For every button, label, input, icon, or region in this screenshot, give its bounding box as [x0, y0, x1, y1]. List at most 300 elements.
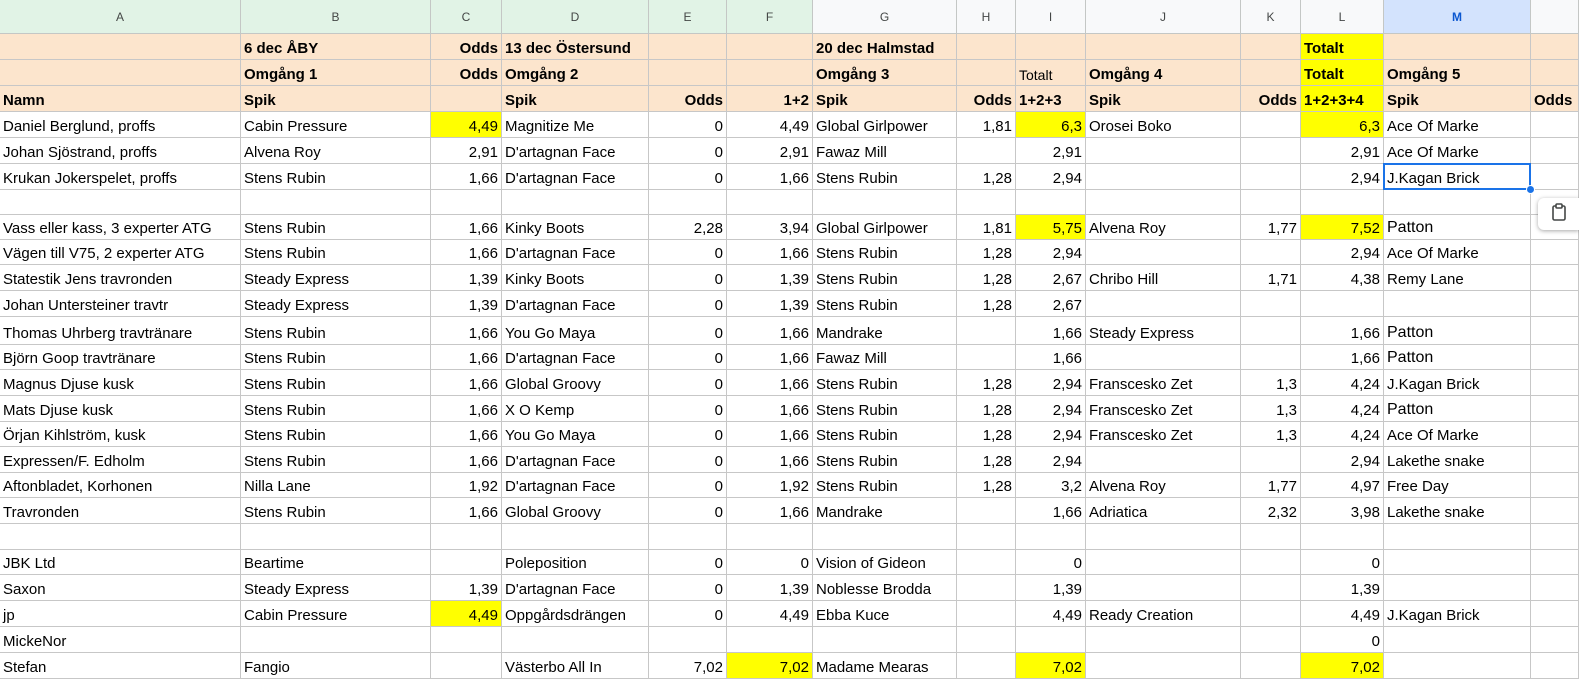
cell-a15[interactable]: Mats Djuse kusk [0, 396, 241, 422]
cell-d12[interactable]: You Go Maya [502, 317, 649, 345]
cell-k1[interactable] [1241, 34, 1301, 60]
cell-k24[interactable] [1241, 627, 1301, 653]
cell-d22[interactable]: D'artagnan Face [502, 575, 649, 601]
cell-h11[interactable]: 1,28 [957, 291, 1016, 317]
cell-15[interactable] [1531, 396, 1579, 422]
cell-k22[interactable] [1241, 575, 1301, 601]
cell-i14[interactable]: 2,94 [1016, 370, 1086, 396]
cell-a18[interactable]: Aftonbladet, Korhonen [0, 473, 241, 498]
cell-c17[interactable]: 1,66 [431, 447, 502, 473]
cell-g10[interactable]: Stens Rubin [813, 265, 957, 291]
cell-a21[interactable]: JBK Ltd [0, 550, 241, 575]
cell-i9[interactable]: 2,94 [1016, 240, 1086, 265]
cell-l17[interactable]: 2,94 [1301, 447, 1384, 473]
cell-2[interactable] [1531, 60, 1579, 86]
cell-h6[interactable]: 1,28 [957, 164, 1016, 190]
cell-i2[interactable]: Totalt [1016, 60, 1086, 86]
cell-j23[interactable]: Ready Creation [1086, 601, 1241, 627]
cell-k13[interactable] [1241, 345, 1301, 370]
cell-g1[interactable]: 20 dec Halmstad [813, 34, 957, 60]
cell-g19[interactable]: Mandrake [813, 498, 957, 524]
cell-c13[interactable]: 1,66 [431, 345, 502, 370]
cell-k5[interactable] [1241, 138, 1301, 164]
cell-h15[interactable]: 1,28 [957, 396, 1016, 422]
cell-j3[interactable]: Spik [1086, 86, 1241, 112]
cell-d20[interactable] [502, 524, 649, 550]
cell-i20[interactable] [1016, 524, 1086, 550]
cell-k7[interactable] [1241, 190, 1301, 215]
cell-a22[interactable]: Saxon [0, 575, 241, 601]
cell-l24[interactable]: 0 [1301, 627, 1384, 653]
cell-m13[interactable]: Patton [1384, 345, 1531, 370]
cell-c23[interactable]: 4,49 [431, 601, 502, 627]
cell-e10[interactable]: 0 [649, 265, 727, 291]
cell-l19[interactable]: 3,98 [1301, 498, 1384, 524]
cell-a1[interactable] [0, 34, 241, 60]
cell-j2[interactable]: Omgång 4 [1086, 60, 1241, 86]
cell-e23[interactable]: 0 [649, 601, 727, 627]
cell-e17[interactable]: 0 [649, 447, 727, 473]
cell-g15[interactable]: Stens Rubin [813, 396, 957, 422]
cell-e20[interactable] [649, 524, 727, 550]
cell-k2[interactable] [1241, 60, 1301, 86]
cell-g16[interactable]: Stens Rubin [813, 422, 957, 447]
cell-f24[interactable] [727, 627, 813, 653]
cell-d8[interactable]: Kinky Boots [502, 215, 649, 240]
cell-h10[interactable]: 1,28 [957, 265, 1016, 291]
cell-k17[interactable] [1241, 447, 1301, 473]
cell-d6[interactable]: D'artagnan Face [502, 164, 649, 190]
cell-e4[interactable]: 0 [649, 112, 727, 138]
column-header-d[interactable]: D [502, 0, 649, 34]
cell-h20[interactable] [957, 524, 1016, 550]
cell-k25[interactable] [1241, 653, 1301, 679]
cell-b17[interactable]: Stens Rubin [241, 447, 431, 473]
cell-j4[interactable]: Orosei Boko [1086, 112, 1241, 138]
cell-c1[interactable]: Odds [431, 34, 502, 60]
cell-f17[interactable]: 1,66 [727, 447, 813, 473]
cell-i11[interactable]: 2,67 [1016, 291, 1086, 317]
cell-b4[interactable]: Cabin Pressure [241, 112, 431, 138]
cell-m25[interactable] [1384, 653, 1531, 679]
paste-options-button[interactable] [1538, 198, 1579, 230]
cell-f5[interactable]: 2,91 [727, 138, 813, 164]
column-header-f[interactable]: F [727, 0, 813, 34]
cell-m19[interactable]: Lakethe snake [1384, 498, 1531, 524]
cell-j12[interactable]: Steady Express [1086, 317, 1241, 345]
cell-g6[interactable]: Stens Rubin [813, 164, 957, 190]
cell-m7[interactable] [1384, 190, 1531, 215]
cell-h7[interactable] [957, 190, 1016, 215]
cell-a11[interactable]: Johan Untersteiner travtr [0, 291, 241, 317]
cell-c14[interactable]: 1,66 [431, 370, 502, 396]
cell-j19[interactable]: Adriatica [1086, 498, 1241, 524]
cell-k20[interactable] [1241, 524, 1301, 550]
cell-j5[interactable] [1086, 138, 1241, 164]
cell-l12[interactable]: 1,66 [1301, 317, 1384, 345]
cell-k11[interactable] [1241, 291, 1301, 317]
cell-h8[interactable]: 1,81 [957, 215, 1016, 240]
cell-m12[interactable]: Patton [1384, 317, 1531, 345]
cell-c18[interactable]: 1,92 [431, 473, 502, 498]
cell-h16[interactable]: 1,28 [957, 422, 1016, 447]
cell-e7[interactable] [649, 190, 727, 215]
cell-i23[interactable]: 4,49 [1016, 601, 1086, 627]
cell-e14[interactable]: 0 [649, 370, 727, 396]
column-header-a[interactable]: A [0, 0, 241, 34]
cell-b2[interactable]: Omgång 1 [241, 60, 431, 86]
cell-d7[interactable] [502, 190, 649, 215]
cell-g4[interactable]: Global Girlpower [813, 112, 957, 138]
cell-a9[interactable]: Vägen till V75, 2 experter ATG [0, 240, 241, 265]
cell-e18[interactable]: 0 [649, 473, 727, 498]
cell-e22[interactable]: 0 [649, 575, 727, 601]
cell-l18[interactable]: 4,97 [1301, 473, 1384, 498]
cell-k19[interactable]: 2,32 [1241, 498, 1301, 524]
cell-a14[interactable]: Magnus Djuse kusk [0, 370, 241, 396]
cell-l14[interactable]: 4,24 [1301, 370, 1384, 396]
cell-i15[interactable]: 2,94 [1016, 396, 1086, 422]
cell-j13[interactable] [1086, 345, 1241, 370]
cell-13[interactable] [1531, 345, 1579, 370]
cell-b19[interactable]: Stens Rubin [241, 498, 431, 524]
cell-g23[interactable]: Ebba Kuce [813, 601, 957, 627]
cell-d2[interactable]: Omgång 2 [502, 60, 649, 86]
cell-b9[interactable]: Stens Rubin [241, 240, 431, 265]
cell-b5[interactable]: Alvena Roy [241, 138, 431, 164]
cell-j7[interactable] [1086, 190, 1241, 215]
cell-d25[interactable]: Västerbo All In [502, 653, 649, 679]
cell-d23[interactable]: Oppgårdsdrängen [502, 601, 649, 627]
cell-k14[interactable]: 1,3 [1241, 370, 1301, 396]
cell-24[interactable] [1531, 627, 1579, 653]
cell-m11[interactable] [1384, 291, 1531, 317]
cell-l11[interactable] [1301, 291, 1384, 317]
column-header-m[interactable]: M [1384, 0, 1531, 34]
cell-g25[interactable]: Madame Mearas [813, 653, 957, 679]
cell-i8[interactable]: 5,75 [1016, 215, 1086, 240]
cell-c7[interactable] [431, 190, 502, 215]
cell-3[interactable]: Odds [1531, 86, 1579, 112]
cell-c19[interactable]: 1,66 [431, 498, 502, 524]
cell-m8[interactable]: Patton [1384, 215, 1531, 240]
cell-d21[interactable]: Poleposition [502, 550, 649, 575]
cell-e13[interactable]: 0 [649, 345, 727, 370]
cell-j18[interactable]: Alvena Roy [1086, 473, 1241, 498]
cell-25[interactable] [1531, 653, 1579, 679]
cell-m5[interactable]: Ace Of Marke [1384, 138, 1531, 164]
cell-j20[interactable] [1086, 524, 1241, 550]
cell-h9[interactable]: 1,28 [957, 240, 1016, 265]
cell-b23[interactable]: Cabin Pressure [241, 601, 431, 627]
cell-j10[interactable]: Chribo Hill [1086, 265, 1241, 291]
cell-g8[interactable]: Global Girlpower [813, 215, 957, 240]
cell-f22[interactable]: 1,39 [727, 575, 813, 601]
cell-l21[interactable]: 0 [1301, 550, 1384, 575]
cell-f6[interactable]: 1,66 [727, 164, 813, 190]
cell-g7[interactable] [813, 190, 957, 215]
cell-i19[interactable]: 1,66 [1016, 498, 1086, 524]
cell-a20[interactable] [0, 524, 241, 550]
cell-11[interactable] [1531, 291, 1579, 317]
cell-f10[interactable]: 1,39 [727, 265, 813, 291]
cell-a5[interactable]: Johan Sjöstrand, proffs [0, 138, 241, 164]
cell-k6[interactable] [1241, 164, 1301, 190]
cell-e8[interactable]: 2,28 [649, 215, 727, 240]
cell-d15[interactable]: X O Kemp [502, 396, 649, 422]
column-header-l[interactable]: L [1301, 0, 1384, 34]
cell-5[interactable] [1531, 138, 1579, 164]
cell-i16[interactable]: 2,94 [1016, 422, 1086, 447]
cell-e3[interactable]: Odds [649, 86, 727, 112]
column-header-j[interactable]: J [1086, 0, 1241, 34]
cell-f13[interactable]: 1,66 [727, 345, 813, 370]
cell-f2[interactable] [727, 60, 813, 86]
cell-i24[interactable] [1016, 627, 1086, 653]
cell-k10[interactable]: 1,71 [1241, 265, 1301, 291]
cell-f9[interactable]: 1,66 [727, 240, 813, 265]
cell-m15[interactable]: Patton [1384, 396, 1531, 422]
cell-b8[interactable]: Stens Rubin [241, 215, 431, 240]
cell-9[interactable] [1531, 240, 1579, 265]
cell-a16[interactable]: Örjan Kihlström, kusk [0, 422, 241, 447]
cell-g14[interactable]: Stens Rubin [813, 370, 957, 396]
cell-e21[interactable]: 0 [649, 550, 727, 575]
cell-e24[interactable] [649, 627, 727, 653]
cell-b25[interactable]: Fangio [241, 653, 431, 679]
cell-4[interactable] [1531, 112, 1579, 138]
cell-i1[interactable] [1016, 34, 1086, 60]
cell-f7[interactable] [727, 190, 813, 215]
cell-b16[interactable]: Stens Rubin [241, 422, 431, 447]
cell-f20[interactable] [727, 524, 813, 550]
cell-j16[interactable]: Franscesko Zet [1086, 422, 1241, 447]
cell-d16[interactable]: You Go Maya [502, 422, 649, 447]
cell-c24[interactable] [431, 627, 502, 653]
cell-14[interactable] [1531, 370, 1579, 396]
cell-g21[interactable]: Vision of Gideon [813, 550, 957, 575]
cell-d3[interactable]: Spik [502, 86, 649, 112]
cell-b6[interactable]: Stens Rubin [241, 164, 431, 190]
fill-handle[interactable] [1526, 185, 1535, 194]
cell-i7[interactable] [1016, 190, 1086, 215]
cell-h14[interactable]: 1,28 [957, 370, 1016, 396]
cell-h5[interactable] [957, 138, 1016, 164]
cell-f11[interactable]: 1,39 [727, 291, 813, 317]
cell-a25[interactable]: Stefan [0, 653, 241, 679]
cell-i10[interactable]: 2,67 [1016, 265, 1086, 291]
cell-k3[interactable]: Odds [1241, 86, 1301, 112]
cell-k23[interactable] [1241, 601, 1301, 627]
cell-f3[interactable]: 1+2 [727, 86, 813, 112]
cell-a2[interactable] [0, 60, 241, 86]
cell-d1[interactable]: 13 dec Östersund [502, 34, 649, 60]
cell-c6[interactable]: 1,66 [431, 164, 502, 190]
cell-k8[interactable]: 1,77 [1241, 215, 1301, 240]
cell-l23[interactable]: 4,49 [1301, 601, 1384, 627]
cell-c11[interactable]: 1,39 [431, 291, 502, 317]
cell-c12[interactable]: 1,66 [431, 317, 502, 345]
cell-j1[interactable] [1086, 34, 1241, 60]
cell-l22[interactable]: 1,39 [1301, 575, 1384, 601]
cell-c2[interactable]: Odds [431, 60, 502, 86]
cell-k12[interactable] [1241, 317, 1301, 345]
cell-e11[interactable]: 0 [649, 291, 727, 317]
cell-c4[interactable]: 4,49 [431, 112, 502, 138]
cell-k21[interactable] [1241, 550, 1301, 575]
cell-k15[interactable]: 1,3 [1241, 396, 1301, 422]
cell-k18[interactable]: 1,77 [1241, 473, 1301, 498]
cell-c21[interactable] [431, 550, 502, 575]
cell-g5[interactable]: Fawaz Mill [813, 138, 957, 164]
cell-m2[interactable]: Omgång 5 [1384, 60, 1531, 86]
cell-i6[interactable]: 2,94 [1016, 164, 1086, 190]
cell-b18[interactable]: Nilla Lane [241, 473, 431, 498]
cell-m6[interactable]: J.Kagan Brick [1384, 164, 1531, 190]
cell-b15[interactable]: Stens Rubin [241, 396, 431, 422]
cell-j24[interactable] [1086, 627, 1241, 653]
cell-i5[interactable]: 2,91 [1016, 138, 1086, 164]
cell-e1[interactable] [649, 34, 727, 60]
cell-j21[interactable] [1086, 550, 1241, 575]
cell-a24[interactable]: MickeNor [0, 627, 241, 653]
cell-d4[interactable]: Magnitize Me [502, 112, 649, 138]
cell-f12[interactable]: 1,66 [727, 317, 813, 345]
cell-h18[interactable]: 1,28 [957, 473, 1016, 498]
cell-i12[interactable]: 1,66 [1016, 317, 1086, 345]
cell-e9[interactable]: 0 [649, 240, 727, 265]
cell-d9[interactable]: D'artagnan Face [502, 240, 649, 265]
cell-c9[interactable]: 1,66 [431, 240, 502, 265]
cell-l9[interactable]: 2,94 [1301, 240, 1384, 265]
cell-10[interactable] [1531, 265, 1579, 291]
cell-20[interactable] [1531, 524, 1579, 550]
cell-f1[interactable] [727, 34, 813, 60]
cell-j25[interactable] [1086, 653, 1241, 679]
cell-m17[interactable]: Lakethe snake [1384, 447, 1531, 473]
cell-b12[interactable]: Stens Rubin [241, 317, 431, 345]
cell-m16[interactable]: Ace Of Marke [1384, 422, 1531, 447]
column-header-c[interactable]: C [431, 0, 502, 34]
cell-a8[interactable]: Vass eller kass, 3 experter ATG [0, 215, 241, 240]
cell-19[interactable] [1531, 498, 1579, 524]
cell-h21[interactable] [957, 550, 1016, 575]
cell-c25[interactable] [431, 653, 502, 679]
cell-h19[interactable] [957, 498, 1016, 524]
cell-m18[interactable]: Free Day [1384, 473, 1531, 498]
cell-c22[interactable]: 1,39 [431, 575, 502, 601]
cell-d13[interactable]: D'artagnan Face [502, 345, 649, 370]
cell-e16[interactable]: 0 [649, 422, 727, 447]
cell-c20[interactable] [431, 524, 502, 550]
cell-22[interactable] [1531, 575, 1579, 601]
column-header-n[interactable] [1531, 0, 1579, 34]
cell-23[interactable] [1531, 601, 1579, 627]
cell-l4[interactable]: 6,3 [1301, 112, 1384, 138]
cell-b13[interactable]: Stens Rubin [241, 345, 431, 370]
cell-e15[interactable]: 0 [649, 396, 727, 422]
cell-c16[interactable]: 1,66 [431, 422, 502, 447]
cell-b14[interactable]: Stens Rubin [241, 370, 431, 396]
cell-d19[interactable]: Global Groovy [502, 498, 649, 524]
cell-j14[interactable]: Franscesko Zet [1086, 370, 1241, 396]
cell-d18[interactable]: D'artagnan Face [502, 473, 649, 498]
cell-m21[interactable] [1384, 550, 1531, 575]
cell-f4[interactable]: 4,49 [727, 112, 813, 138]
cell-h12[interactable] [957, 317, 1016, 345]
cell-j8[interactable]: Alvena Roy [1086, 215, 1241, 240]
column-header-k[interactable]: K [1241, 0, 1301, 34]
cell-g12[interactable]: Mandrake [813, 317, 957, 345]
cell-e12[interactable]: 0 [649, 317, 727, 345]
cell-l10[interactable]: 4,38 [1301, 265, 1384, 291]
cell-h4[interactable]: 1,81 [957, 112, 1016, 138]
cell-l7[interactable] [1301, 190, 1384, 215]
cell-g9[interactable]: Stens Rubin [813, 240, 957, 265]
cell-j11[interactable] [1086, 291, 1241, 317]
cell-m1[interactable] [1384, 34, 1531, 60]
cell-f19[interactable]: 1,66 [727, 498, 813, 524]
cell-i4[interactable]: 6,3 [1016, 112, 1086, 138]
cell-d14[interactable]: Global Groovy [502, 370, 649, 396]
cell-m22[interactable] [1384, 575, 1531, 601]
cell-g22[interactable]: Noblesse Brodda [813, 575, 957, 601]
cell-a7[interactable] [0, 190, 241, 215]
cell-m4[interactable]: Ace Of Marke [1384, 112, 1531, 138]
cell-l5[interactable]: 2,91 [1301, 138, 1384, 164]
cell-f18[interactable]: 1,92 [727, 473, 813, 498]
cell-d24[interactable] [502, 627, 649, 653]
cell-g18[interactable]: Stens Rubin [813, 473, 957, 498]
cell-m14[interactable]: J.Kagan Brick [1384, 370, 1531, 396]
cell-i3[interactable]: 1+2+3 [1016, 86, 1086, 112]
cell-h3[interactable]: Odds [957, 86, 1016, 112]
cell-e19[interactable]: 0 [649, 498, 727, 524]
cell-a4[interactable]: Daniel Berglund, proffs [0, 112, 241, 138]
cell-f15[interactable]: 1,66 [727, 396, 813, 422]
cell-m24[interactable] [1384, 627, 1531, 653]
cell-c8[interactable]: 1,66 [431, 215, 502, 240]
cell-e6[interactable]: 0 [649, 164, 727, 190]
cell-l8[interactable]: 7,52 [1301, 215, 1384, 240]
cell-g20[interactable] [813, 524, 957, 550]
cell-m20[interactable] [1384, 524, 1531, 550]
cell-6[interactable] [1531, 164, 1579, 190]
cell-l3[interactable]: 1+2+3+4 [1301, 86, 1384, 112]
cell-k4[interactable] [1241, 112, 1301, 138]
cell-h23[interactable] [957, 601, 1016, 627]
cell-m23[interactable]: J.Kagan Brick [1384, 601, 1531, 627]
cell-b22[interactable]: Steady Express [241, 575, 431, 601]
cell-b20[interactable] [241, 524, 431, 550]
cell-18[interactable] [1531, 473, 1579, 498]
cell-b1[interactable]: 6 dec ÅBY [241, 34, 431, 60]
cell-k9[interactable] [1241, 240, 1301, 265]
cell-a10[interactable]: Statestik Jens travronden [0, 265, 241, 291]
column-header-i[interactable]: I [1016, 0, 1086, 34]
cell-b11[interactable]: Steady Express [241, 291, 431, 317]
cell-i13[interactable]: 1,66 [1016, 345, 1086, 370]
cell-j22[interactable] [1086, 575, 1241, 601]
cell-b21[interactable]: Beartime [241, 550, 431, 575]
cell-12[interactable] [1531, 317, 1579, 345]
cell-l13[interactable]: 1,66 [1301, 345, 1384, 370]
cell-b3[interactable]: Spik [241, 86, 431, 112]
cell-g13[interactable]: Fawaz Mill [813, 345, 957, 370]
cell-l2[interactable]: Totalt [1301, 60, 1384, 86]
cell-h1[interactable] [957, 34, 1016, 60]
cell-a13[interactable]: Björn Goop travtränare [0, 345, 241, 370]
